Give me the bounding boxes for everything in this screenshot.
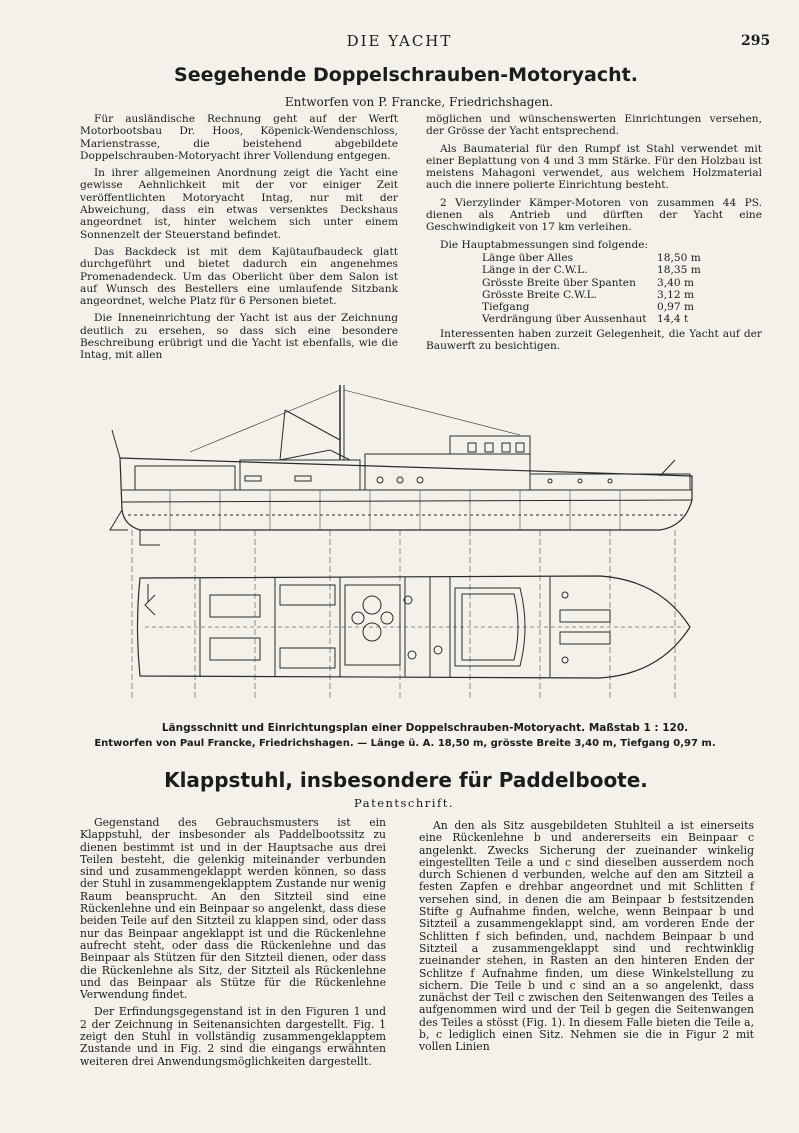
article2-title: Klappstuhl, insbesondere für Paddelboote. (164, 768, 648, 792)
article2-left-column (80, 817, 386, 1073)
article1-right-column (426, 113, 762, 357)
paragraph: An den als Sitz ausgebildeten Stuhlteil a ist einerseits eine Rückenlehne b und andererseits ein Beinpaar c angelenkt. Zwecks Sicherung der zueinander winkelig eingestellten Teile a und c sind dieselben ausserdem noch durch Schienen d verbunden, welche auf den am Sitzteil a festen Zapfen e drehbar angeordnet und mit Schlitten f versehen sind, in denen die am Beinpaar b festsitzenden Stifte g Aufnahme finden, welche, wenn Beinpaar b und Sitzteil a zusammengeklappt sind, am vorderen Ende der Schlitten f sich befinden, und, nachdem Beinpaar b und Sitzteil a zusammengeklappt sind und rechtwinklig zueinander stehen, in Rasten an den hinteren Enden der Schlitze f Aufnahme finden, um diese Winkelstellung zu sichern. Die Teile b und c sind an a so angelenkt, dass zunächst der Teil c zwischen den Seitenwangen des Teiles a aufgenommen wird und der Teil b gegen die Seitenwangen des Teiles a stösst (Fig. 1). In diesem Falle bieten die Teile a, b, c lediglich einen Sitz. Nehmen sie die in Figur 2 mit vollen Linien (419, 819, 754, 1054)
deck-plan (138, 576, 691, 678)
side-elevation (110, 385, 692, 545)
journal-header: DIE YACHT (346, 32, 453, 50)
figure-subcaption: Entworfen von Paul Francke, Friedrichshagen. — Länge ü. A. 18,50 m, grösste Breite 3,40 m, Tiefgang 0,97 m. (94, 738, 716, 749)
paragraph: Die Inneneinrichtung der Yacht ist aus der Zeichnung deutlich zu ersehen, so dass sich eine besondere Beschreibung erübrigt und die Yacht ist ebenfalls, wie die Intag, mit allen (80, 312, 398, 362)
dimension-row: Tiefgang 0,97 m (482, 301, 695, 314)
dimension-row: Länge über Alles 18,50 m (482, 251, 701, 264)
paragraph: Der Erfindungsgegenstand ist in den Figuren 1 und 2 der Zeichnung in Seitenansichten dargestellt. Fig. 1 zeigt den Stuhl in vollständig zusammengeklapptem Zustande und in Fig. 2 sind die eingangs erwähnten weiteren drei Anwendungsmöglichkeiten dargestellt. (80, 1005, 386, 1068)
dimensions-intro: Die Hauptabmessungen sind folgende: (440, 238, 649, 251)
paragraph: Gegenstand des Gebrauchsmusters ist ein Klappstuhl, der insbesonder als Paddelbootssitz zu dienen bestimmt ist und in der Hauptsache aus drei Teilen besteht, die gelenkig miteinander verbunden sind und zusammengeklappt werden können, so dass der Stuhl in zusammengeklapptem Zustande nur wenig Raum beansprucht. An den Sitzteil sind eine Rückenlehne und ein Beinpaar so angelenkt, dass diese beiden Teile auf den Sitzteil zu klappen sind, oder dass nur das Beinpaar angeklappt ist und die Rückenlehne aufrecht steht, oder dass die Rückenlehne und das Beinpaar als Stützen für den Sitzteil dienen, oder dass die Rückenlehne als Sitz, der Sitzteil als Rückenlehne und das Beinpaar als Stütze für die Rückenlehne Verwendung findet. (80, 816, 386, 1002)
dimension-row: Grösste Breite über Spanten 3,40 m (482, 276, 695, 289)
figure-scale: Maßstab 1 : 120. (588, 722, 689, 734)
figure-caption: Längsschnitt und Einrichtungsplan einer Doppelschrauben-Motoryacht. Maßstab 1 : 120. (161, 722, 689, 734)
paragraph: In ihrer allgemeinen Anordnung zeigt die Yacht eine gewisse Aehnlichkeit mit der vor einiger Zeit veröffentlichten Motoryacht Intag, nur mit der Abweichung, dass ein etwas versenktes Deckshaus angeordnet ist, hinter welchem sich unter einem Sonnenzelt der Steuerstand befindet. (80, 167, 398, 241)
paragraph: möglichen und wünschenswerten Einrichtungen versehen, der Grösse der Yacht entsprechend. (426, 113, 762, 138)
dimension-row: Länge in der C.W.L. 18,35 m (482, 264, 701, 277)
paragraph: 2 Vierzylinder Kämper-Motoren von zusammen 44 PS. dienen als Antrieb und dürften der Yacht eine Geschwindigkeit von 17 km verleihen. (426, 196, 762, 234)
article-byline: Entworfen von P. Francke, Friedrichshagen. (284, 95, 554, 109)
paragraph: Interessenten haben zurzeit Gelegenheit, die Yacht auf der Bauwerft zu besichtigen. (426, 327, 762, 353)
dimension-row: Grösste Breite C.W.L. 3,12 m (482, 288, 695, 301)
yacht-drawing (100, 380, 700, 710)
dimension-row: Verdrängung über Aussenhaut 14,4 t (482, 313, 689, 326)
page-number: 295 (741, 33, 771, 49)
article-title: Seegehende Doppelschrauben-Motoryacht. (174, 64, 638, 86)
article2-right-column (419, 820, 754, 1059)
article2-subtitle: Patentschrift. (354, 796, 454, 810)
paragraph: Als Baumaterial für den Rumpf ist Stahl verwendet mit einer Beplattung von 4 und 3 mm Stärke. Für den Holzbau ist meistens Mahagoni verwendet, aus welchem Holzmaterial auch die innere polierte Einrichtung besteht. (426, 142, 762, 192)
section-lines (132, 530, 675, 700)
paragraph: Das Backdeck ist mit dem Kajütaufbaudeck glatt durchgeführt und bietet dadurch ein angenehmes Promenadendeck. Um das Oberlicht über dem Salon ist auf Wunsch des Bestellers eine umlaufende Sitzbank angeordnet, welche Platz für 6 Personen bietet. (80, 245, 398, 308)
paragraph: Für ausländische Rechnung geht auf der Werft Motorbootsbau Dr. Hoos, Köpenick-Wendenschloss, Marienstrasse, die beistehend abgebildete Doppelschrauben-Motoryacht ihrer Vollendung entgegen. (80, 113, 398, 162)
article1-left-column (80, 113, 398, 367)
dimensions-table (482, 252, 762, 326)
